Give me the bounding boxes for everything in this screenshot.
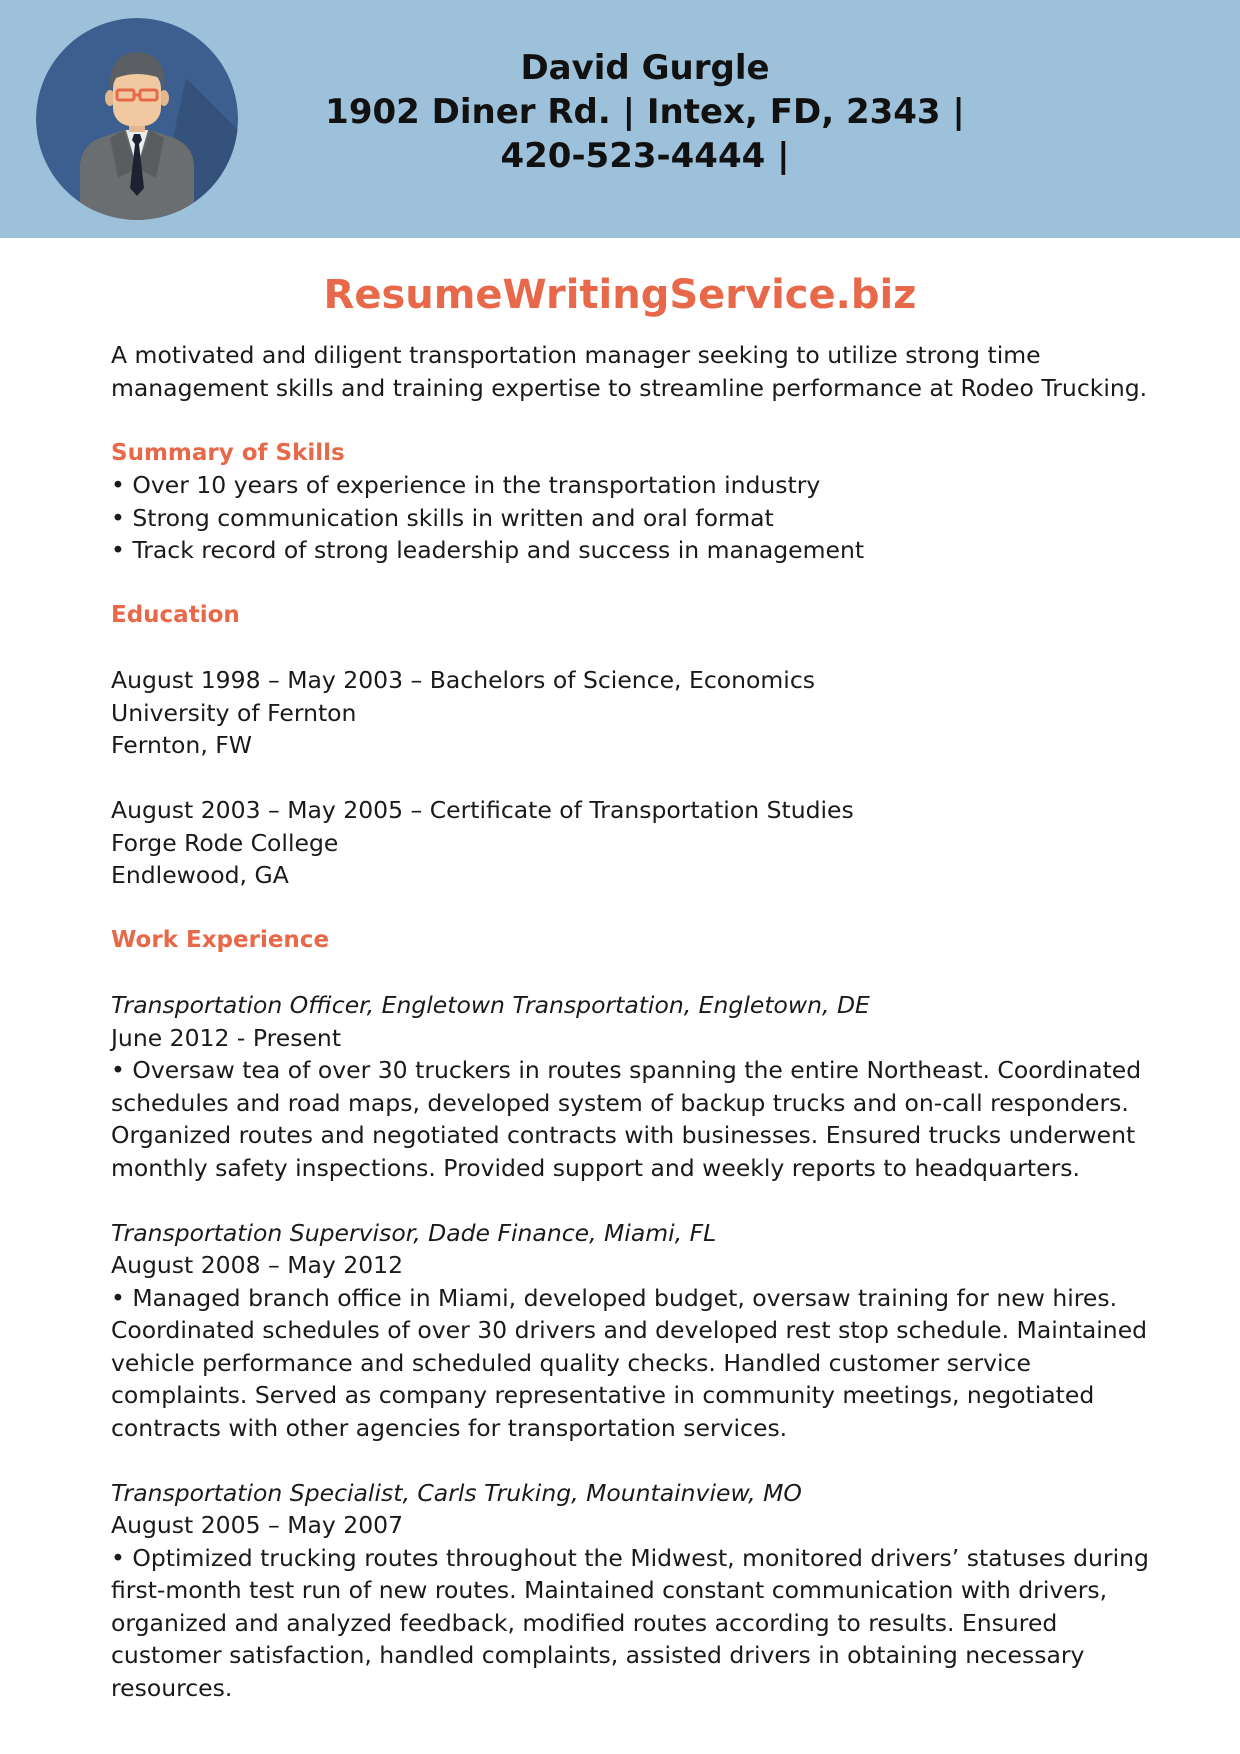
job-dates: August 2008 – May 2012 — [111, 1251, 404, 1279]
job-title: Transportation Specialist, Carls Truking, Mountainview, MO — [111, 1478, 802, 1507]
education-degree: August 2003 – May 2005 – Certificate of Transportation Studies — [111, 796, 854, 824]
skill-item: • Over 10 years of experience in the transportation industry — [111, 471, 821, 499]
avatar — [36, 18, 238, 220]
job-dates: June 2012 - Present — [111, 1023, 342, 1052]
education-location: Endlewood, GA — [111, 861, 289, 889]
skills-heading: Summary of Skills — [111, 439, 345, 466]
education-location: Fernton, FW — [111, 731, 253, 759]
candidate-address: 1902 Diner Rd. | Intex, FD, 2343 | — [325, 92, 965, 132]
education-heading: Education — [111, 602, 240, 628]
job-title: Transportation Supervisor, Dade Finance, Miami, FL — [111, 1218, 717, 1247]
job-description: • Oversaw tea of over 30 truckers in routes spanning the entire Northeast. Coordinated schedules and road maps, developed system of backup trucks and on-call responders. Organized routes and negotiated contracts with businesses. Ensured trucks underwent monthly safety inspections. Provided support and weekly reports to headquarters. — [111, 1056, 1142, 1182]
skill-item: • Track record of strong leadership and success in management — [111, 536, 865, 564]
job-description: • Managed branch office in Miami, developed budget, oversaw training for new hires. Coordinated schedules of over 30 drivers and developed rest stop schedule. Maintained vehicle performance and scheduled quality checks. Handled customer service complaints. Served as company representative in community meetings, negotiated contracts with other agencies for transportation services. — [111, 1283, 1148, 1442]
candidate-name: David Gurgle — [520, 48, 770, 88]
education-school: University of Fernton — [111, 698, 357, 727]
resume-body — [111, 339, 1171, 1704]
objective-text: A motivated and diligent transportation manager seeking to utilize strong time management skills and training expertise to streamline performance at Rodeo Trucking. — [111, 341, 1148, 402]
job-dates: August 2005 – May 2007 — [111, 1511, 404, 1539]
education-school: Forge Rode College — [111, 828, 339, 857]
job-description: • Optimized trucking routes throughout the Midwest, monitored drivers’ statuses during first-month test run of new routes. Maintained constant communication with drivers, organized and analyzed feedback, modified routes according to results. Ensured customer satisfaction, handled complaints, assisted drivers in obtaining necessary resources. — [111, 1543, 1149, 1702]
job-title: Transportation Officer, Engletown Transportation, Engletown, DE — [111, 991, 870, 1019]
header-banner — [0, 0, 1240, 238]
brand-title: ResumeWritingService.biz — [323, 272, 917, 318]
skill-item: • Strong communication skills in written and oral format — [111, 503, 774, 532]
work-heading: Work Experience — [111, 927, 330, 953]
contact-block — [300, 46, 990, 178]
candidate-phone: 420-523-4444 | — [500, 136, 790, 176]
education-degree: August 1998 – May 2003 – Bachelors of Science, Economics — [111, 666, 815, 694]
